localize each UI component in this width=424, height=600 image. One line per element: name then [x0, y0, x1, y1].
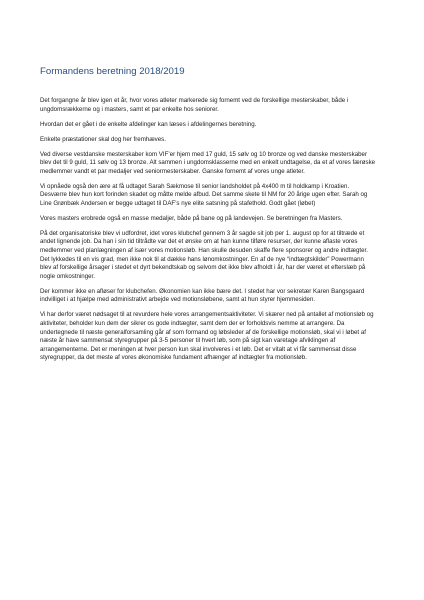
paragraph-arrangements: Vi har derfor været nødsaget til at revurdere hele vores arrangementsaktiviteter. Vi skærer ned på antallet af motionsløb og aktiviteter, beholder kun dem der sikrer os gode indtægter, samt dem der er forholdsvis nemme at arrangere. Da undertegnede til næste generalforsamling går af som formand og løbsleder af de forskellige motionsløb, skal vi i løbet af næste år have sammensat styregrupper på 3-5 personer til hvert løb, som på sigt kan varetage afviklingen af arrangementerne. Det er meningen at hver person kun skal involveres i et løb. Det er vitalt at vi får sammensat disse styregrupper, da det meste af vores økonomiske fundament afhænger af indtægter fra motionsløb. [40, 311, 374, 362]
paragraph-medals: Ved diverse vestdanske mesterskaber kom VIF’er hjem med 17 guld, 15 sølv og 10 bronze og ved danske mesterskaber blev det til 9 guld, 11 sølv og 13 bronze. Alt sammen i ungdomsklasserne med en enkelt undtagelse, da et af vores færøske medlemmer vandt et par medaljer ved seniormesterskaber. Ganske fornemt af vores unge atleter. [40, 150, 376, 175]
paragraph-intro: Det forgangne år blev igen et år, hvor vores atleter markerede sig fornemt ved de forskellige mesterskaber, både i ungdomsrækkerne og i masters, samt et par enkelte hos seniorer. [40, 97, 349, 113]
paragraph-masters: Vores masters erobrede også en masse medaljer, både på bane og på landevejen. Se beretningen fra Masters. [40, 214, 343, 222]
paragraph-national-team: Vi opnåede også den ære at få udtaget Sarah Sækmose til senior landsholdet på 4x400 m til holdkamp i Kroatien. Desværre blev hun kort forinden skadet og måtte melde afbud. Det samme skete til NM for 20 årige ugen efter. Sarah og Line Grønbæk Andersen er begge udtaget til DAF’s nye elite satsning på stafethold. Godt gået (løbet) [40, 182, 368, 207]
paragraph-highlights: Enkelte præstationer skal dog her fremhæves. [40, 135, 166, 143]
paragraph-departments: Hvordan det er gået i de enkelte afdelinger kan læses i afdelingernes beretning. [40, 120, 257, 128]
paragraph-club-manager: Der kommer ikke en afløser for klubchefen. Økonomien kan ikke bære det. I stedet har vor sekretær Karen Bangsgaard indvilliget i at hjælpe med administrativt arbejde ved motionsløbene, samt at hun styrer hjemmesiden. [40, 287, 365, 304]
document-title: Formandens beretning 2018/2019 [40, 66, 185, 77]
paragraph-organisation: På det organisatoriske blev vi udfordret, idet vores klubchef gennem 3 år sagde sit job per 1. august op for at tiltræde et andet lignende job. Da han i sin tid tiltrådte var det et ønske om at han kunne tilføre resurser, der kunne aflaste vores medlemmer ved planlægningen af især vores motionsløb. Han skulle desuden skaffe flere sponsorer og andre indtægter. Det lykkedes til en vis grad, men ikke nok til at dække hans lønomkostninger. En af de nye “indtægtskilder” Powermann blev af forskellige årsager i stedet et dyrt bekendtskab og selvom det ikke blev afholdt i år, har der været et efterslæb på nogle omkostninger. [40, 229, 368, 280]
